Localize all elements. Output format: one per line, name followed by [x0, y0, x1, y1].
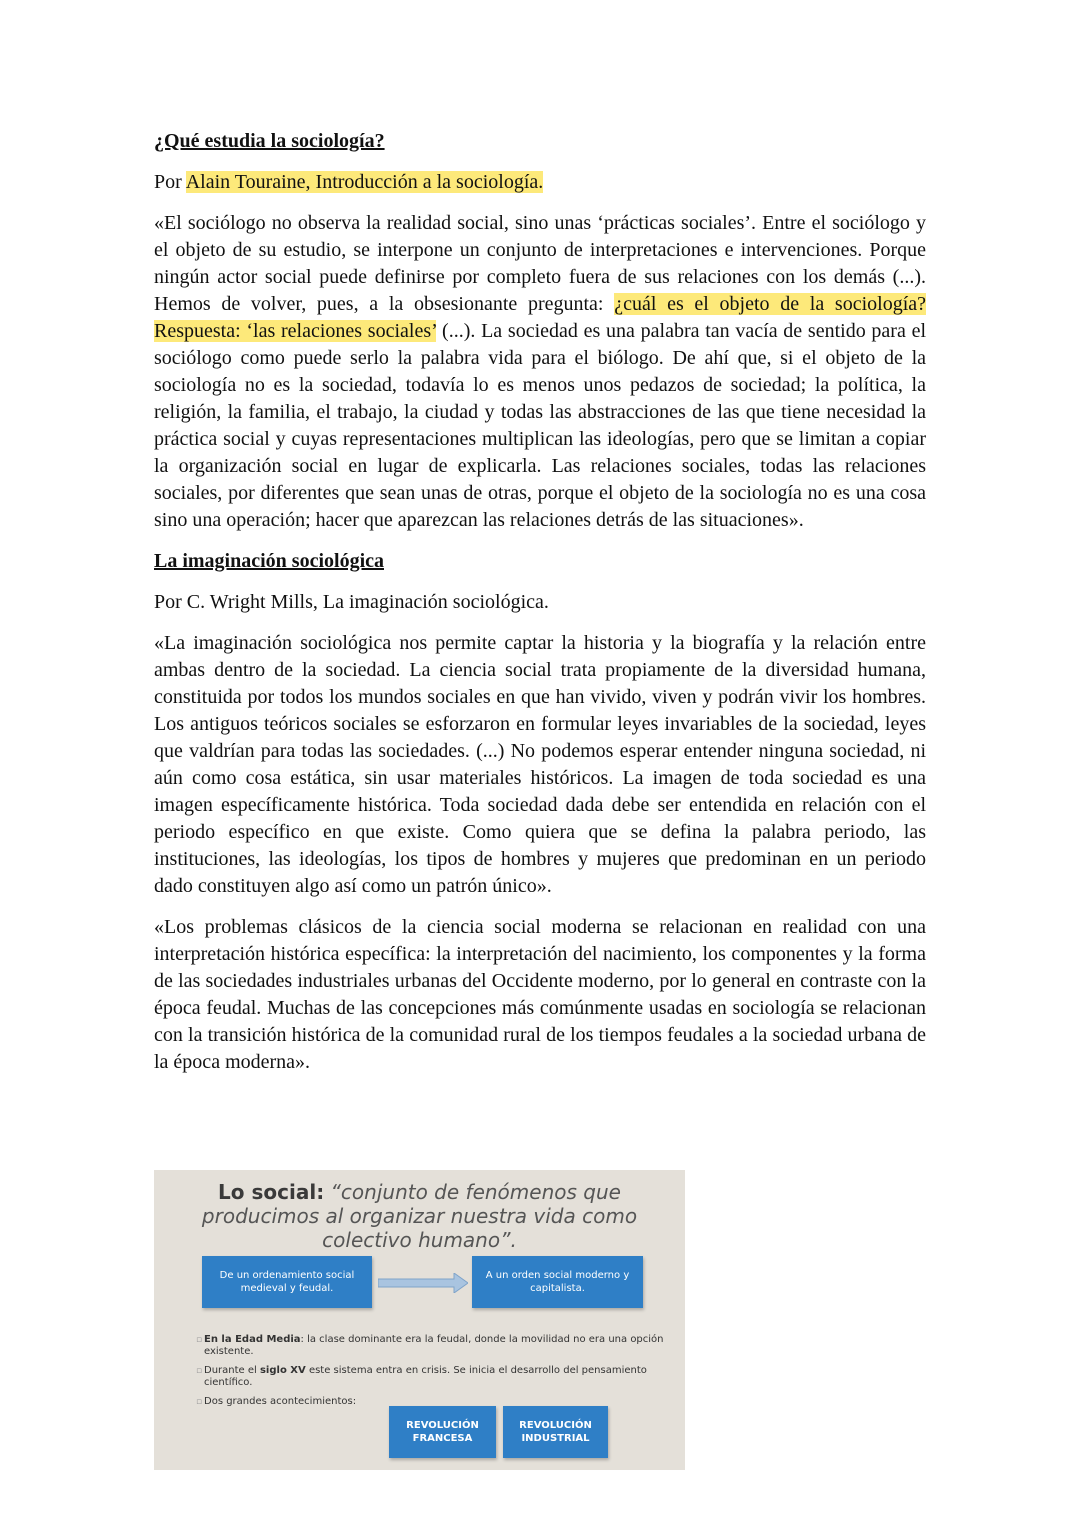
arrow-right-icon [378, 1273, 468, 1293]
byline-prefix: Por [154, 171, 186, 193]
quote-mills-2: «Los problemas clásicos de la ciencia social moderna se relacionan en realidad con una interpretación histórica específica: la interpretación del nacimiento, los componentes y la forma de las sociedades industriales urbanas del Occidente moderno, por lo general en contraste con la época feudal. Muchas de las concepciones más comúnmente usadas en sociología se relacionan con la transición histórica de la comunidad rural de los tiempos feudales a la sociedad urbana de la época moderna». [154, 916, 926, 1073]
byline-mills: Por C. Wright Mills, La imaginación sociológica. [154, 591, 549, 613]
box-revolucion-francesa: REVOLUCIÓN FRANCESA [389, 1406, 496, 1458]
section-title-sociologia: ¿Qué estudia la sociología? [154, 130, 385, 152]
lo-social-slide [154, 1170, 685, 1470]
bullet2-text: este sistema entra en crisis. Se inicia el desarrollo del pensamiento científico. [204, 1365, 647, 1388]
bullet-icon: ▫ [196, 1335, 203, 1345]
bullet-icon: ▫ [196, 1397, 203, 1407]
quote-mills-1: «La imaginación sociológica nos permite captar la historia y la biografía y la relación entre ambas dentro de la sociedad. La ciencia social trata propiamente de la diversidad humana, constituida por todos los mundos sociales en que han vivido, viven y podrán vivir los hombres. Los antiguos teóricos sociales se esforzaron en formular leyes invariables de la sociedad, leyes que valdrían para todas las sociedades. (...) No podemos esperar entender ninguna sociedad, ni aún como cosa estática, sin usar materiales históricos. La imagen de toda sociedad es una imagen específicamente histórica. Toda sociedad dada debe ser entendida en relación con el periodo específico en que existe. Como quiera que se defina la palabra periodo, las instituciones, las ideologías, los tipos de hombres y mujeres que predominan en un periodo dado constituyen algo así como un patrón único». [154, 632, 926, 897]
quote-text-after: (...). La sociedad es una palabra tan vacía de sentido para el sociólogo como puede serlo la palabra vida para el biólogo. De ahí que, si el objeto de la sociología no es la sociedad, todavía lo es menos unos pedazos de sociedad; la política, la religión, la familia, el trabajo, la ciudad y todas las abstracciones de las que tiene necesidad la práctica social y cuyas representaciones multiplican las ideologías, pero que se limitan a copiar la organización social en lugar de explicarla. Las relaciones sociales, todas las relaciones sociales, por diferentes que sean unas de otras, porque el objeto de la sociología no es una cosa sino una operación; hacer que aparezcan las relaciones detrás de las situaciones». [154, 320, 927, 531]
bullet2-pre: Durante el [204, 1365, 260, 1376]
box-medieval: De un ordenamiento social medieval y feudal. [202, 1256, 372, 1308]
box-revolucion-industrial: REVOLUCIÓN INDUSTRIAL [503, 1406, 608, 1458]
bullet2-bold: siglo XV [259, 1365, 306, 1376]
bullet-icon: ▫ [196, 1366, 203, 1376]
slide-title-bold: Lo social: [218, 1180, 325, 1204]
bullet-edad-media [196, 1334, 666, 1358]
bullet1-bold: En la Edad Media [204, 1334, 301, 1345]
byline-touraine [154, 169, 926, 196]
box-moderno: A un orden social moderno y capitalista. [472, 1256, 643, 1308]
bullet-siglo-xv [196, 1365, 666, 1389]
slide-title [184, 1180, 655, 1252]
bullet3-text: Dos grandes acontecimientos: [204, 1396, 357, 1407]
bullet1-text: : la clase dominante era la feudal, donde la movilidad no era una opción existente. [204, 1334, 664, 1357]
byline-highlight: Alain Touraine, Introducción a la sociología. [185, 171, 544, 193]
quote-text-before: «El sociólogo no observa la realidad social, sino unas ‘prácticas sociales’. Entre el sociólogo y el objeto de su estudio, se interpone un conjunto de interpretaciones e intervenciones. Porque ningún actor social puede definirse por completo fuera de sus relaciones con los demás (...). Hemos de volver, pues, a la obsesionante pregunta: [154, 212, 926, 315]
quote-highlight: ¿cuál es el objeto de la sociología? Respuesta: ‘las relaciones sociales’ [154, 293, 927, 342]
slide-bullets [196, 1334, 666, 1415]
section-title-imaginacion: La imaginación sociológica [154, 550, 384, 572]
slide-title-italic: “conjunto de fenómenos que producimos al organizar nuestra vida como colectivo humano”. [201, 1180, 638, 1252]
quote-touraine [154, 210, 926, 534]
document-body [154, 128, 926, 1076]
